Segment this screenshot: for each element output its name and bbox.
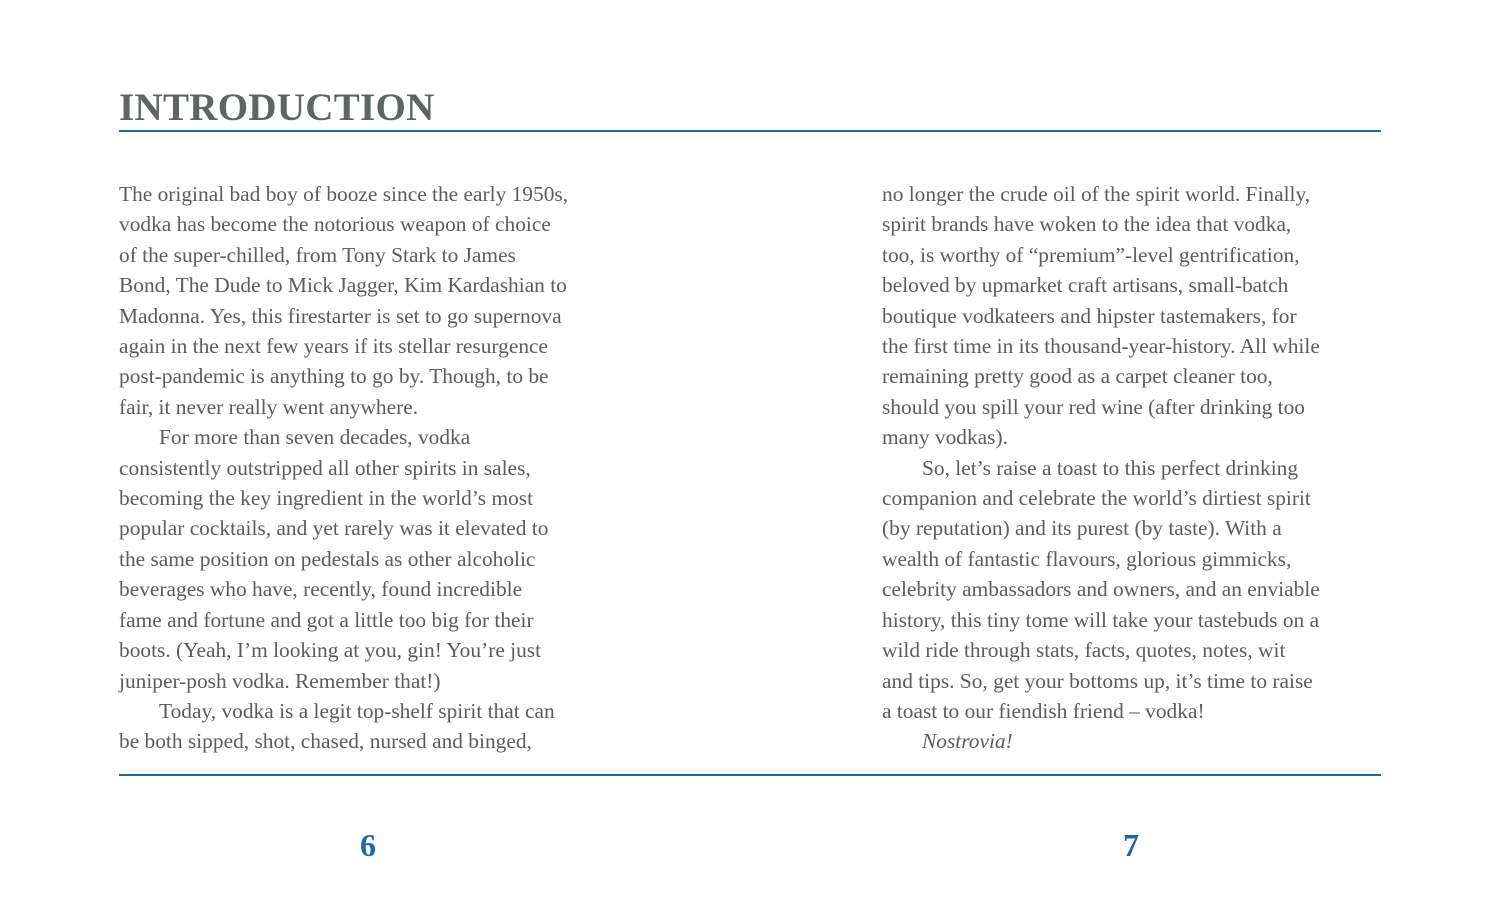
chapter-title: INTRODUCTION [119,86,435,129]
text-line: companion and celebrate the world’s dirtiest spirit [882,486,1311,511]
text-line: beverages who have, recently, found incredible [119,577,523,602]
paragraph-3-continued [882,179,1382,453]
paragraph-1 [119,179,619,422]
text-line: the same position on pedestals as other alcoholic [119,546,536,571]
text-line: no longer the crude oil of the spirit world. Finally, [882,182,1311,206]
text-line: The original bad boy of booze since the early 1950s, [119,182,569,206]
text-line: many vodkas). [882,425,1008,450]
signoff-text: Nostrovia! [922,729,1013,754]
text-line: of the super-chilled, from Tony Stark to James [119,242,516,267]
text-line: becoming the key ingredient in the world’s most [119,486,534,511]
text-line: fair, it never really went anywhere. [119,394,419,419]
text-line: should you spill your red wine (after drinking too [882,394,1305,419]
text-line: Madonna. Yes, this firestarter is set to go supernova [119,303,562,328]
text-line: again in the next few years if its stellar resurgence [119,334,549,359]
text-line: a toast to our fiendish friend – vodka! [882,698,1205,723]
text-line: So, let’s raise a toast to this perfect drinking [922,455,1299,480]
text-line: the first time in its thousand-year-history. All while [882,334,1320,359]
text-line: Bond, The Dude to Mick Jagger, Kim Kardashian to [119,273,567,298]
footer-rule [119,774,1381,776]
paragraph-4 [882,453,1382,727]
text-line: (by reputation) and its purest (by taste). With a [882,516,1282,541]
signoff-paragraph [882,726,1382,756]
text-line: popular cocktails, and yet rarely was it elevated to [119,516,549,541]
text-line: celebrity ambassadors and owners, and an enviable [882,577,1320,602]
text-line: vodka has become the notorious weapon of choice [119,212,551,237]
page-number-left: 6 [360,827,376,863]
text-line: post-pandemic is anything to go by. Though, to be [119,364,549,389]
text-line: wealth of fantastic flavours, glorious gimmicks, [882,546,1292,571]
text-line: consistently outstripped all other spirits in sales, [119,455,531,480]
text-line: boots. (Yeah, I’m looking at you, gin! You’re just [119,638,542,663]
paragraph-3 [119,696,619,757]
text-line: boutique vodkateers and hipster tastemakers, for [882,303,1297,328]
text-line: be both sipped, shot, chased, nursed and binged, [119,729,532,754]
text-line: juniper-posh vodka. Remember that!) [119,668,441,693]
text-line: and tips. So, get your bottoms up, it’s time to raise [882,668,1313,693]
left-page-text [119,179,619,757]
text-line: history, this tiny tome will take your tastebuds on a [882,607,1320,632]
text-line: remaining pretty good as a carpet cleaner too, [882,364,1273,389]
text-line: Today, vodka is a legit top-shelf spirit that can [159,698,555,723]
right-page-text [882,179,1382,757]
page-number-right: 7 [1123,827,1139,863]
text-line: For more than seven decades, vodka [159,425,471,450]
header-rule [119,130,1381,132]
text-line: fame and fortune and got a little too big for their [119,607,534,632]
text-line: wild ride through stats, facts, quotes, notes, wit [882,638,1286,663]
paragraph-2 [119,422,619,696]
text-line: beloved by upmarket craft artisans, small-batch [882,273,1289,298]
text-line: spirit brands have woken to the idea that vodka, [882,212,1292,237]
text-line: too, is worthy of “premium”-level gentrification, [882,242,1300,267]
